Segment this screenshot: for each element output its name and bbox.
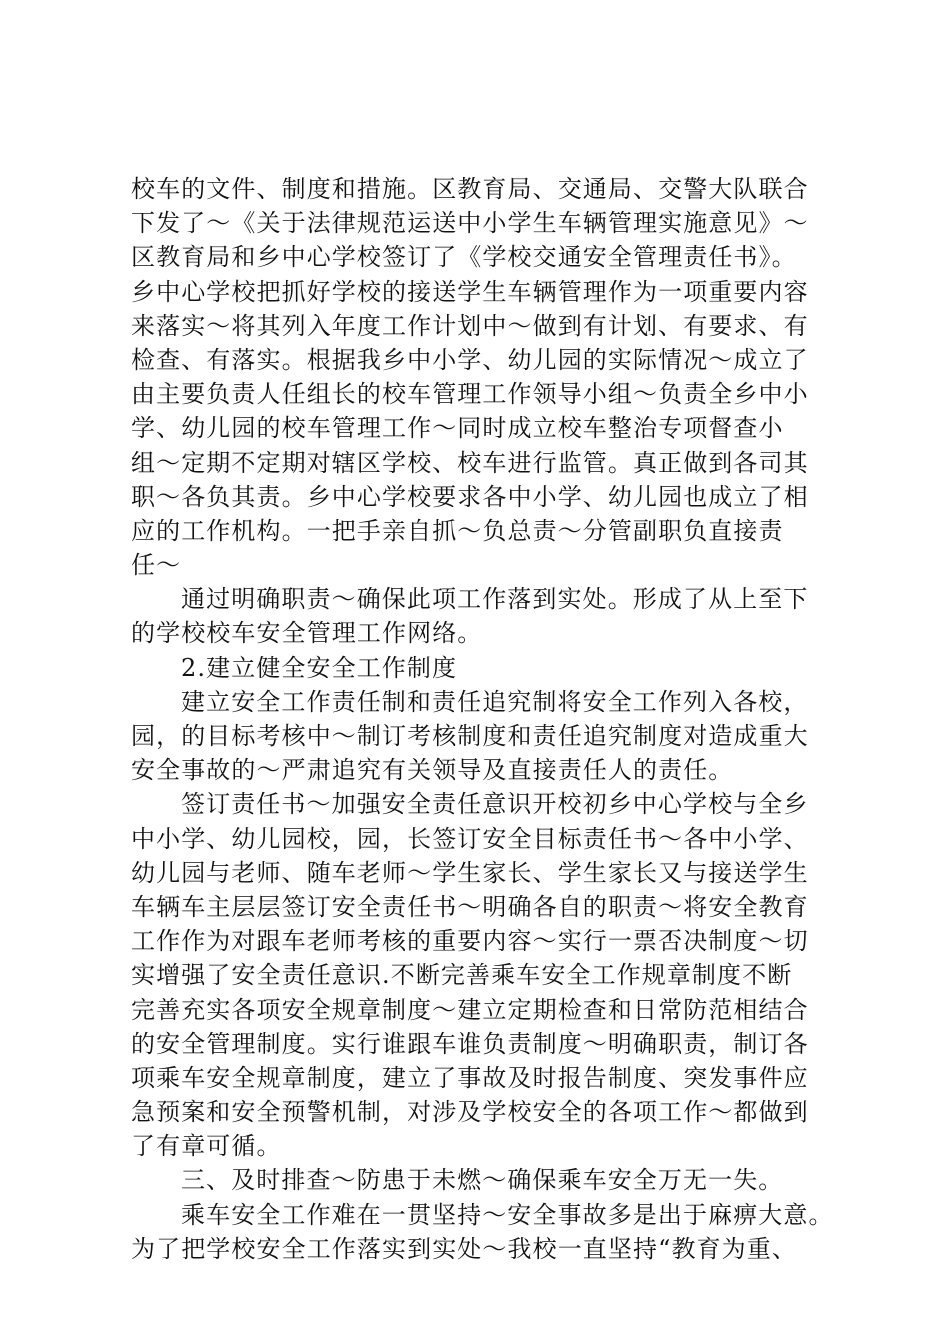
text-line: 了有章可循。 <box>131 1132 282 1161</box>
body-text <box>131 172 834 1266</box>
text-line: 通过明确职责～确保此项工作落到实处。形成了从上至下 <box>181 585 809 614</box>
text-line: 工作作为对跟车老师考核的重要内容～实行一票否决制度～切 <box>131 927 809 956</box>
text-line: 乘车安全工作难在一贯坚持～安全事故多是出于麻痹大意。 <box>181 1200 834 1229</box>
text-line: 来落实～将其列入年度工作计划中～做到有计划、有要求、有 <box>131 311 809 340</box>
text-line: 急预案和安全预警机制，对涉及学校安全的各项工作～都做到 <box>131 1098 809 1127</box>
text-line: 项乘车安全规章制度，建立了事故及时报告制度、突发事件应 <box>131 1063 809 1092</box>
text-line: 园，的目标考核中～制订考核制度和责任追究制度对造成重大 <box>131 722 809 750</box>
text-line: 完善充实各项安全规章制度～建立定期检查和日常防范相结合 <box>131 995 809 1024</box>
text-line: 建立安全工作责任制和责任追究制将安全工作列入各校， <box>181 687 809 716</box>
text-line: 学、幼儿园的校车管理工作～同时成立校车整治专项督查小 <box>131 414 784 443</box>
text-line: 安全事故的～严肃追究有关领导及直接责任人的责任。 <box>131 756 734 785</box>
text-line: 的安全管理制度。实行谁跟车谁负责制度～明确职责，制订各 <box>131 1029 809 1058</box>
text-line: 为了把学校安全工作落实到实处～我校一直坚持“教育为重、 <box>131 1234 797 1263</box>
text-line: 检查、有落实。根据我乡中小学、幼儿园的实际情况～成立了 <box>131 345 809 374</box>
text-line: 职～各负其责。乡中心学校要求各中小学、幼儿园也成立了相 <box>131 482 809 511</box>
text-line: 签订责任书～加强安全责任意识开校初乡中心学校与全乡 <box>181 790 809 819</box>
text-line: 由主要负责人任组长的校车管理工作领导小组～负责全乡中小 <box>131 380 809 409</box>
text-line: 三、及时排查～防患于未燃～确保乘车安全万无一失。 <box>181 1166 784 1195</box>
text-line: 下发了～《关于法律规范运送中小学生车辆管理实施意见》～ <box>131 209 809 238</box>
text-line: 幼儿园与老师、随车老师～学生家长、学生家长又与接送学生 <box>131 858 809 887</box>
text-line: 实增强了安全责任意识.不断完善乘车安全工作规章制度不断 <box>131 961 793 990</box>
text-line: 组～定期不定期对辖区学校、校车进行监管。真正做到各司其 <box>131 448 809 477</box>
text-line: 乡中心学校把抓好学校的接送学生车辆管理作为一项重要内容 <box>131 277 809 306</box>
text-line: 2.建立健全安全工作制度 <box>181 653 458 682</box>
text-line: 任～ <box>131 551 182 580</box>
text-line: 中小学、幼儿园校，园，长签订安全目标责任书～各中小学、 <box>131 824 809 853</box>
text-line: 应的工作机构。一把手亲自抓～负总责～分管副职负直接责 <box>131 516 784 545</box>
text-line: 区教育局和乡中心学校签订了《学校交通安全管理责任书》。 <box>131 243 797 272</box>
text-line: 的学校校车安全管理工作网络。 <box>131 619 483 648</box>
text-line: 车辆车主层层签订安全责任书～明确各自的职责～将安全教育 <box>131 892 809 921</box>
text-line: 校车的文件、制度和措施。区教育局、交通局、交警大队联合 <box>131 175 809 203</box>
